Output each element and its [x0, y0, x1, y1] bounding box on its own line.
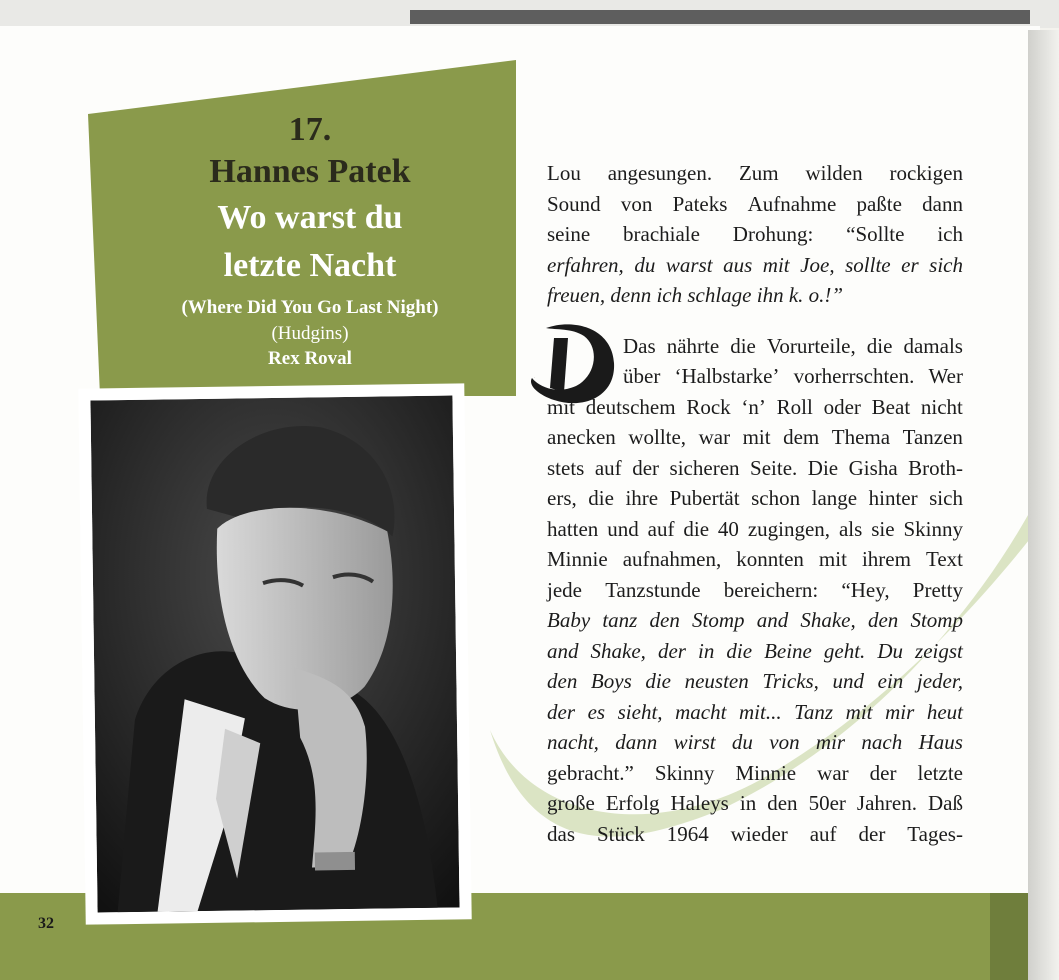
- body-line-2: Sound von Pateks Aufnahme paßte dann: [547, 191, 963, 216]
- body-line-15: Baby tanz den Stomp and Shake, den Stomp: [547, 608, 963, 632]
- body-line-6: Das nährte die Vorurteile, die damals: [623, 333, 963, 358]
- body-line-13: Minnie aufnahmen, konnten mit ihrem Text: [547, 547, 963, 571]
- entry-number: 17.: [288, 111, 332, 148]
- song-title-line-1: Wo warst du: [217, 199, 403, 236]
- song-title-line-2: letzte Nacht: [223, 247, 397, 284]
- body-line-12: hatten und auf die 40 zugingen, als sie Skinny: [547, 516, 963, 541]
- body-line-4: erfahren, du warst aus mit Joe, sollte er sich: [547, 252, 963, 277]
- entry-title-block: [100, 110, 520, 372]
- svg-text:D: D: [534, 378, 535, 379]
- body-line-14: jede Tanzstunde bereichern: “Hey, Pretty: [547, 577, 963, 602]
- original-title: (Where Did You Go Last Night): [181, 297, 439, 318]
- body-line-17: den Boys die neusten Tricks, und ein jeder,: [547, 669, 963, 693]
- body-text-column: [547, 158, 963, 849]
- body-line-5: freuen, denn ich schlage ihn k. o.!”: [547, 283, 844, 307]
- record-label: Rex Roval: [268, 348, 352, 369]
- body-line-22: das Stück 1964 wieder auf der Tages-: [547, 821, 963, 846]
- body-line-3: seine brachiale Drohung: “Sollte ich: [547, 222, 963, 246]
- page-number: 32: [38, 915, 54, 932]
- photo-frame: [78, 383, 471, 924]
- body-line-16: and Shake, der in die Beine geht. Du zeigst: [547, 638, 963, 663]
- body-line-10: stets auf der sicheren Seite. Die Gisha Broth-: [547, 455, 963, 480]
- songwriter: (Hudgins): [271, 323, 349, 344]
- body-line-21: große Erfolg Haleys in den 50er Jahren. Daß: [547, 791, 963, 815]
- man-portrait-photo: [90, 395, 459, 912]
- body-line-18: der es sieht, macht mit... Tanz mit mir heut: [547, 699, 963, 724]
- body-line-7: über ‘Halbstarke’ vorherrschten. Wer: [623, 364, 963, 388]
- body-line-19: nacht, dann wirst du von mir nach Haus: [547, 730, 963, 754]
- body-line-1: Lou angesungen. Zum wilden rockigen: [547, 161, 963, 185]
- body-line-20: gebracht.” Skinny Minnie war der letzte: [547, 760, 963, 785]
- artist-name: Hannes Patek: [209, 153, 411, 190]
- body-line-8: mit deutschem Rock ‘n’ Roll oder Beat nicht: [547, 394, 963, 419]
- body-line-11: ers, die ihre Pubertät schon lange hinter sich: [547, 486, 963, 510]
- body-line-9: anecken wollte, war mit dem Thema Tanzen: [547, 425, 963, 449]
